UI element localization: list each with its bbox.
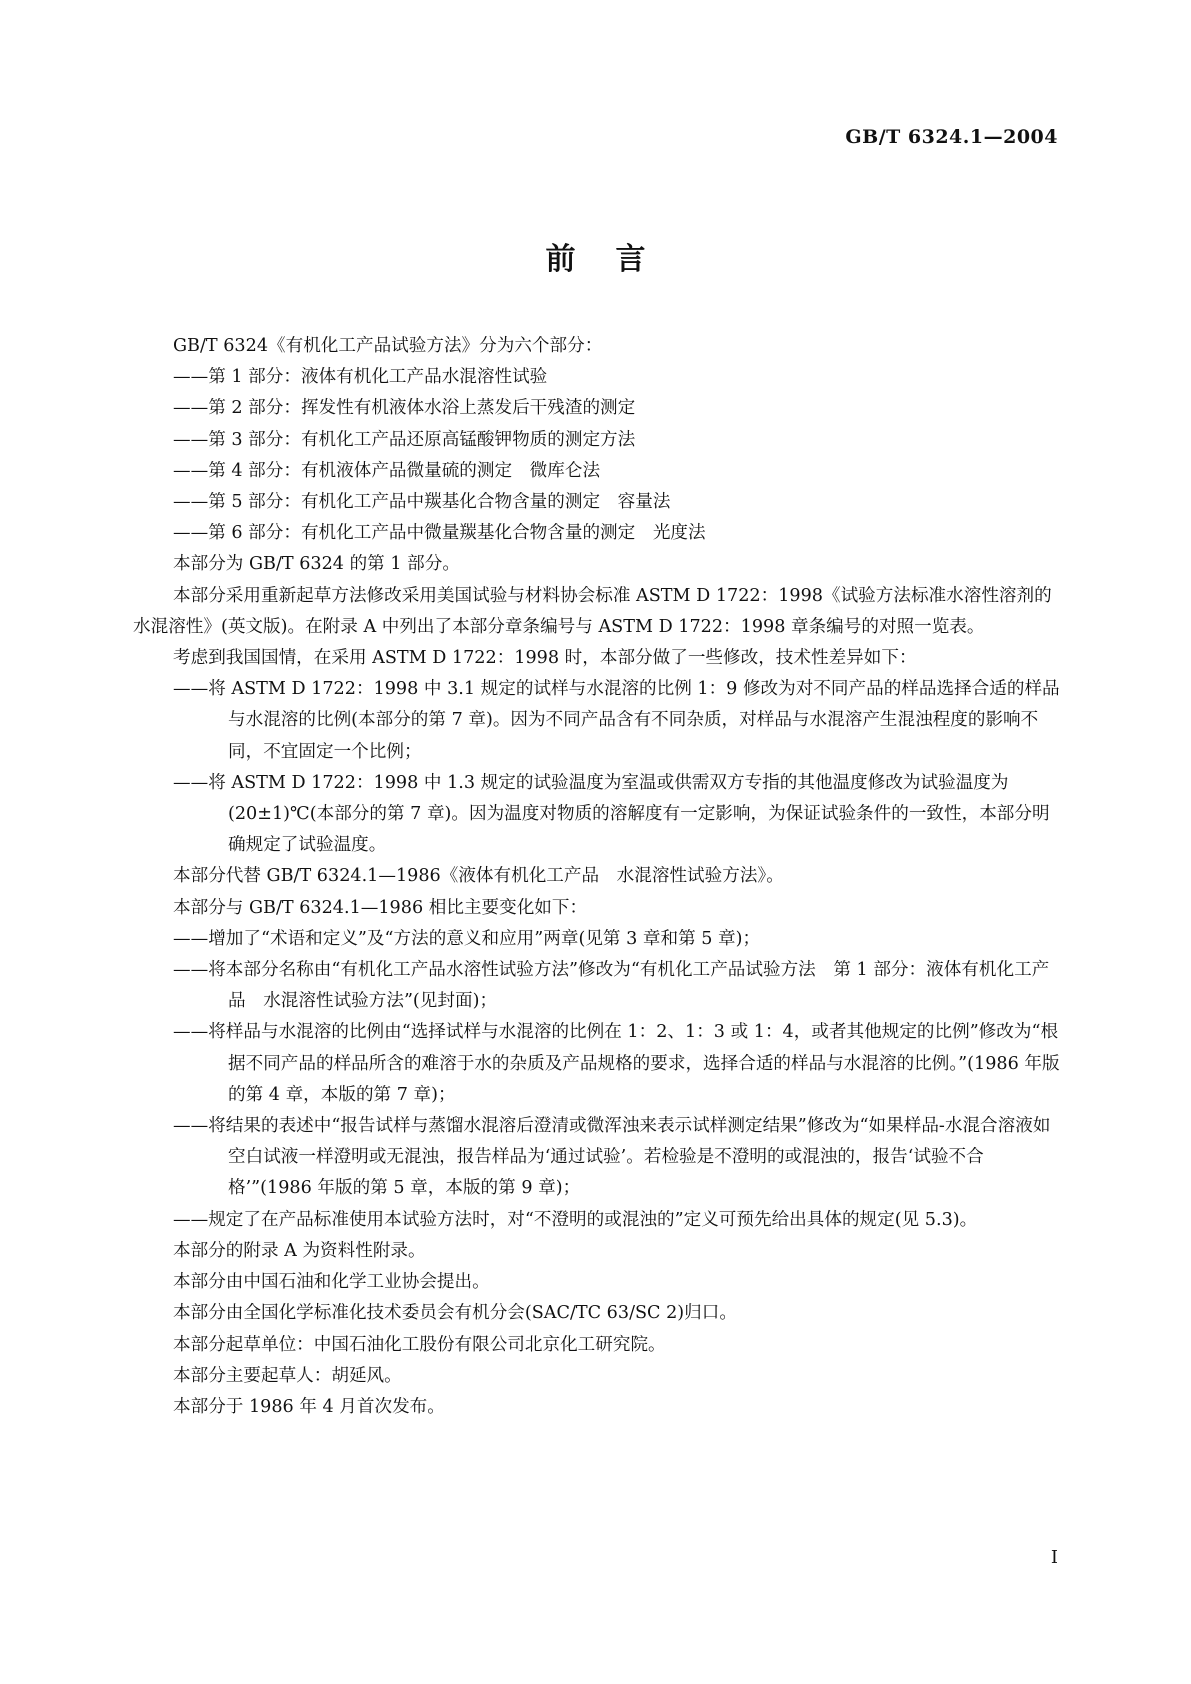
change-item: ——将结果的表述中“报告试样与蒸馏水混溶后澄清或微浑浊来表示试样测定结果”修改为“如果样品-水混合溶液如空白试液一样澄明或无混浊，报告样品为‘通过试验’。若检验是不澄明的或混浊的，报告‘试验不合格’”(1986 年版的第 5 章，本版的第 9 章)； bbox=[173, 1116, 1051, 1199]
closing-paragraph: 本部分起草单位：中国石油化工股份有限公司北京化工研究院。 bbox=[173, 1334, 666, 1355]
change-item: ——将样品与水混溶的比例由“选择试样与水混溶的比例在 1：2、1：3 或 1：4，或者其他规定的比例”修改为“根据不同产品的样品所含的难溶于水的杂质及产品规格的要求，选择合适的样品与水混溶的比例。”(1986 年版的第 4 章，本版的第 7 章)； bbox=[173, 1022, 1060, 1105]
part-item: ——第 5 部分：有机化工产品中羰基化合物含量的测定 容量法 bbox=[173, 492, 671, 513]
document-body bbox=[133, 331, 1061, 1423]
closing-paragraph: 本部分于 1986 年 4 月首次发布。 bbox=[173, 1396, 445, 1417]
closing-paragraph: 本部分由全国化学标准化技术委员会有机分会(SAC/TC 63/SC 2)归口。 bbox=[173, 1303, 737, 1324]
part-item: ——第 1 部分：液体有机化工产品水混溶性试验 bbox=[173, 367, 548, 388]
intro-paragraph: GB/T 6324《有机化工产品试验方法》分为六个部分： bbox=[173, 336, 603, 356]
change-item: ——增加了“术语和定义”及“方法的意义和应用”两章(见第 3 章和第 5 章)； bbox=[173, 928, 761, 949]
page-title: 前言 bbox=[545, 242, 686, 277]
paragraph: 本部分与 GB/T 6324.1—1986 相比主要变化如下： bbox=[173, 897, 588, 918]
paragraph: 本部分采用重新起草方法修改采用美国试验与材料协会标准 ASTM D 1722：1998《试验方法标准水溶性溶剂的水混溶性》(英文版)。在附录 A 中列出了本部分章条编号与 ASTM D 1722：1998 章条编号的对照一览表。 bbox=[133, 585, 1052, 637]
change-item: ——规定了在产品标准使用本试验方法时，对“不澄明的或混浊的”定义可预先给出具体的规定(见 5.3)。 bbox=[173, 1209, 978, 1230]
closing-paragraph: 本部分由中国石油和化学工业协会提出。 bbox=[173, 1272, 490, 1293]
part-item: ——第 4 部分：有机液体产品微量硫的测定 微库仑法 bbox=[173, 460, 601, 481]
paragraph: 考虑到我国国情，在采用 ASTM D 1722：1998 时，本部分做了一些修改，技术性差异如下： bbox=[173, 648, 917, 669]
closing-paragraph: 本部分主要起草人：胡延风。 bbox=[173, 1365, 402, 1386]
paragraph: 本部分代替 GB/T 6324.1—1986《液体有机化工产品 水混溶性试验方法》。 bbox=[173, 866, 784, 887]
page-number: I bbox=[1050, 1547, 1058, 1568]
part-item: ——第 3 部分：有机化工产品还原高锰酸钾物质的测定方法 bbox=[173, 429, 636, 450]
part-item: ——第 6 部分：有机化工产品中微量羰基化合物含量的测定 光度法 bbox=[173, 523, 706, 544]
standard-code: GB/T 6324.1—2004 bbox=[845, 126, 1058, 148]
change-item: ——将本部分名称由“有机化工产品水溶性试验方法”修改为“有机化工产品试验方法 第 1 部分：液体有机化工产品 水混溶性试验方法”(见封面)； bbox=[173, 960, 1050, 1012]
part-item: ——第 2 部分：挥发性有机液体水浴上蒸发后干残渣的测定 bbox=[173, 398, 636, 419]
difference-item: ——将 ASTM D 1722：1998 中 1.3 规定的试验温度为室温或供需双方专指的其他温度修改为试验温度为(20±1)℃(本部分的第 7 章)。因为温度对物质的溶解度有一定影响，为保证试验条件的一致性，本部分明确规定了试验温度。 bbox=[173, 772, 1050, 856]
difference-item: ——将 ASTM D 1722：1998 中 3.1 规定的试样与水混溶的比例 1：9 修改为对不同产品的样品选择合适的样品与水混溶的比例(本部分的第 7 章)。因为不同产品含有不同杂质，对样品与水混溶产生混浊程度的影响不同，不宜固定一个比例； bbox=[173, 679, 1060, 762]
paragraph: 本部分为 GB/T 6324 的第 1 部分。 bbox=[173, 554, 460, 575]
closing-paragraph: 本部分的附录 A 为资料性附录。 bbox=[173, 1240, 426, 1261]
